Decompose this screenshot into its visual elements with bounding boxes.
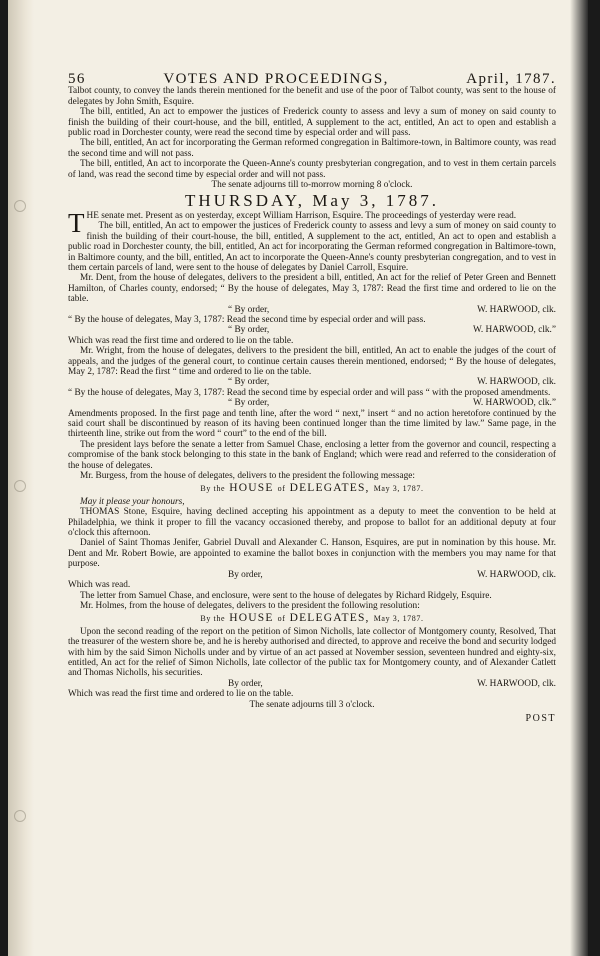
by-order: By order, xyxy=(228,678,263,689)
paragraph: Upon the second reading of the report on the petition of Simon Nicholls, late collector of Montgomery county, Resolved, That the treasurer of the western shore be, and he is hereby authorised and directed, to approve and receive the bond and security lodged with him by the said Simon Nicholls under and by virtue of an act passed at November session, seventeen hundred and eighty-six, entitled, An act for the relief of Simon Nicholls, late collector of the public tax for Montgomery county, and of Alexander Catlett and Thomas Nicholls, his securities. xyxy=(68,626,556,679)
binding-mark xyxy=(14,810,26,822)
message-heading: By the HOUSE of DELEGATES, May 3, 1787. xyxy=(200,612,424,625)
paragraph: Daniel of Saint Thomas Jenifer, Gabriel Duvall and Alexander C. Hanson, Esquires, are put in nomination by this house. Mr. Dent and Mr. Robert Bowie, are appointed to examine the ballot boxes in conjunction with the members you may name for that purpose. xyxy=(68,538,556,570)
clerk-signature: W. HARWOOD, clk. xyxy=(477,569,556,580)
binding-mark xyxy=(14,200,26,212)
by-order: “ By order, xyxy=(228,398,270,409)
paragraph: The bill, entitled, An act to incorporate the Queen-Anne's county presbyterian congregation, and to vest in them certain parcels of land, was read the second time by especial order and will not pass. xyxy=(68,159,556,180)
day-date: May 3, 1787. xyxy=(312,191,439,211)
signature-line xyxy=(68,377,556,387)
paragraph: The president lays before the senate a letter from Samuel Chase, enclosing a letter from the governor and council, respecting a compromise of the bank stock belonging to this state in the bank of England; which were read and referred to the consideration of the house of delegates. xyxy=(68,439,556,471)
paragraph: Mr. Holmes, from the house of delegates, delivers to the president the following resolution: xyxy=(80,600,420,611)
paragraph: Amendments proposed. In the first page and tenth line, after the word “ next,” insert “ and no action heretofore continued by the said court shall be discontinued by reason of its having been continued longer than the time limited by law.” Same page, in the thirteenth line, strike out from the word “ court” to the end of the bill. xyxy=(68,408,556,440)
day-name: THURSDAY, xyxy=(185,191,306,211)
endorsement: “ By the house of delegates, May 3, 1787: Read the second time by especial order and will pass. xyxy=(68,314,426,325)
clerk-signature: W. HARWOOD, clk. xyxy=(477,304,556,315)
by-order: “ By order, xyxy=(228,304,270,315)
page-edge-shadow xyxy=(570,0,588,956)
page-content xyxy=(68,71,556,724)
paragraph: The bill, entitled, An act to empower the justices of Frederick county to assess and levy a sum of money on said county to finish the building of their court-house, the bill, entitled, A supplement to the act, entitled, An act to open and establish a public road in Dorchester county, the bill, entitled, An act for incorporating the German reformed congregation in Baltimore-town, in Baltimore county, and the bill, entitled, An act to incorporate the Queen-Anne's county presbyterian congregation, and to vest in them certain parcels of land, were sent to the house of delegates by Daniel Carroll, Esquire. xyxy=(68,221,556,273)
paragraph: THOMAS Stone, Esquire, having declined accepting his appointment as a deputy to meet the convention to be held at Philadelphia, we think it proper to fill the vacancy occasioned thereby, and propose to ballot for an additional deputy at four o'clock this afternoon. xyxy=(68,507,556,539)
by-order: “ By order, xyxy=(228,377,270,388)
paragraph: Which was read the first time and ordered to lie on the table. xyxy=(68,689,294,700)
header-date: April, 1787. xyxy=(466,71,556,87)
page-gutter xyxy=(8,0,34,956)
signature-line xyxy=(68,570,556,580)
drop-cap: T xyxy=(68,207,85,238)
adjournment: The senate adjourns till 3 o'clock. xyxy=(249,699,375,710)
clerk-signature: W. HARWOOD, clk.” xyxy=(472,325,556,336)
paragraph: The bill, entitled, An act for incorporating the German reformed congregation in Baltimore-town, in Baltimore county, was read the second time and will not pass. xyxy=(68,138,556,159)
running-header xyxy=(68,71,556,87)
day-heading xyxy=(68,191,556,211)
paragraph: Mr. Dent, from the house of delegates, delivers to the president a bill, entitled, An act for the relief of Peter Green and Bennett Hamilton, of Charles county, endorsed; “ By the house of delegates, May 3, 1787: Read the first time and ordered to lie on the table. xyxy=(68,273,556,305)
clerk-signature: W. HARWOOD, clk. xyxy=(477,678,556,689)
paragraph: Mr. Wright, from the house of delegates, delivers to the president the bill, entitled, An act to enable the judges of the court of appeals, and the judges of the general court, to continue certain causes therein mentioned, endorsed; “ By the house of delegates, May 2, 1787: Read the first “ time and ordered to lie on the table. xyxy=(68,346,556,377)
endorsement: “ By the house of delegates, May 3, 1787: Read the second time by especial order and will pass “ with the proposed amendments. xyxy=(68,387,551,398)
signature-line xyxy=(68,325,556,335)
salutation: May it please your honours, xyxy=(80,496,185,507)
message-heading: By the HOUSE of DELEGATES, May 3, 1787. xyxy=(200,482,424,495)
paragraph: Which was read. xyxy=(68,580,131,591)
paragraph: Which was read the first time and ordered to lie on the table. xyxy=(68,335,294,346)
signature-line xyxy=(68,679,556,689)
opening-paragraph xyxy=(68,207,556,238)
clerk-signature: W. HARWOOD, clk. xyxy=(477,377,556,388)
paragraph: Mr. Burgess, from the house of delegates, delivers to the president the following message: xyxy=(80,471,415,482)
adjournment: The senate adjourns till to-morrow morning 8 o'clock. xyxy=(211,180,413,191)
clerk-signature: W. HARWOOD, clk.” xyxy=(472,398,556,409)
catchword: POST xyxy=(525,712,556,724)
paragraph: The letter from Samuel Chase, and enclosure, were sent to the house of delegates by Richard Ridgely, Esquire. xyxy=(80,590,492,601)
binding-mark xyxy=(14,480,26,492)
document-page xyxy=(8,0,588,956)
by-order: “ By order, xyxy=(228,325,270,336)
running-title: VOTES AND PROCEEDINGS, xyxy=(163,71,389,87)
page-number: 56 xyxy=(68,71,86,87)
signature-line xyxy=(68,398,556,408)
opening-text: HE senate met. Present as on yesterday, except William Harrison, Esquire. The proceedings of yesterday were read. xyxy=(86,210,517,221)
signature-line xyxy=(68,305,556,315)
paragraph: Talbot county, to convey the lands therein mentioned for the benefit and use of the poor of Talbot county, was sent to the house of delegates by John Smith, Esquire. xyxy=(68,86,556,107)
by-order: By order, xyxy=(228,569,263,580)
paragraph: The bill, entitled, An act to empower the justices of Frederick county to assess and levy a sum of money on said county to finish the building of their court-house, and the bill, entitled, A supplement to the act, entitled, An act to open and establish a public road in Dorchester county, were read the second time by especial order and will pass. xyxy=(68,107,556,139)
